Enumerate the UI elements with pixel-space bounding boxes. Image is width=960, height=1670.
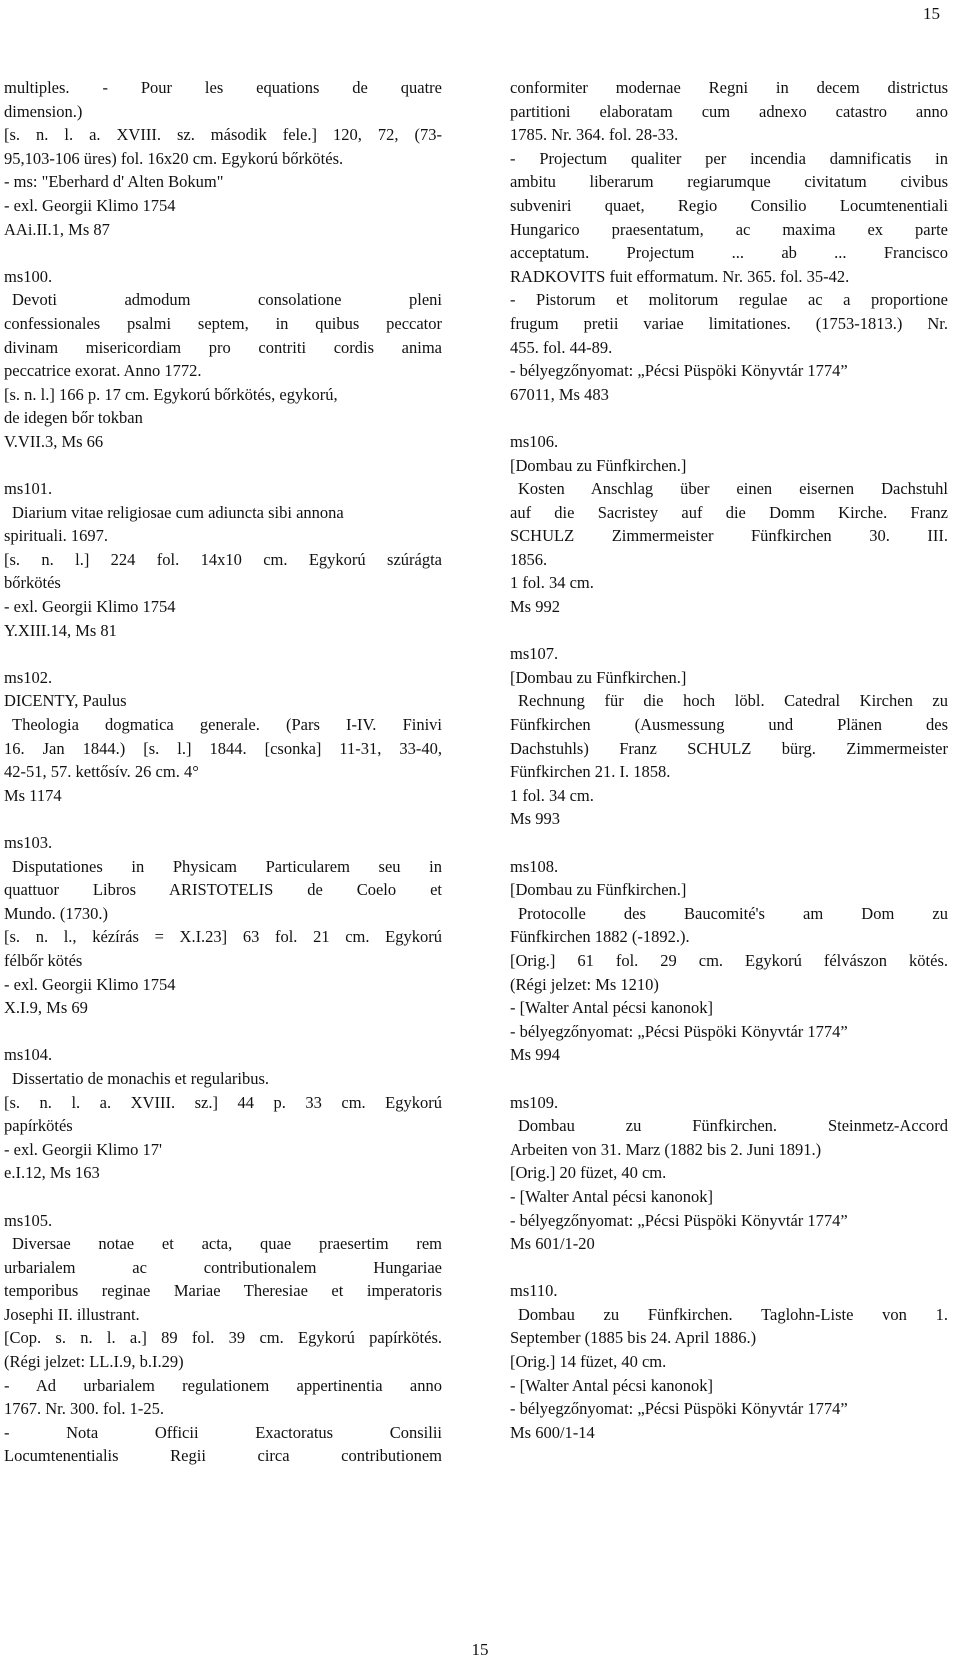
text-line: - exl. Georgii Klimo 1754 (4, 597, 176, 617)
text-line: ms108. (510, 856, 559, 876)
text-line: 16. Jan 1844.) [s. l.] 1844. [csonka] 11-31, 33-40, (4, 738, 442, 758)
text-line: ms102. (4, 667, 53, 687)
text-line: subveniri quaet, Regio Consilio Locumtenentiali (510, 195, 948, 215)
text-line: ambitu liberarum regiarumque civitatum civibus (510, 172, 948, 192)
text-line: Dombau zu Fünfkirchen. Taglohn-Liste von 1. (518, 1304, 948, 1324)
text-line: SCHULZ Zimmermeister Fünfkirchen 30. III. (510, 526, 948, 546)
text-line: 455. fol. 44-89. (510, 337, 613, 357)
text-line: 1856. (510, 549, 548, 569)
text-line: - bélyegzőnyomat: „Pécsi Püspöki Könyvtár 1774” (510, 1210, 848, 1230)
text-line: peccatrice exorat. Anno 1772. (4, 361, 202, 381)
text-line: ms107. (510, 644, 559, 664)
text-line: Fünfkirchen 1882 (-1892.). (510, 927, 690, 947)
blank-line (510, 619, 948, 643)
text-line: [s. n. l.] 224 fol. 14x10 cm. Egykorú szúrágta (4, 549, 442, 569)
blank-line (510, 1067, 948, 1091)
text-line: Dombau zu Fünfkirchen. Steinmetz-Accord (518, 1116, 948, 1136)
text-line: ms106. (510, 431, 559, 451)
blank-line (510, 831, 948, 855)
text-line: - exl. Georgii Klimo 1754 (4, 974, 176, 994)
text-line: [Dombau zu Fünfkirchen.] (510, 880, 687, 900)
text-line: bőrkötés (4, 573, 61, 593)
text-line: (Régi jelzet: LL.I.9, b.I.29) (4, 1352, 184, 1372)
text-line: divinam misericordiam pro contriti cordis anima (4, 337, 442, 357)
page-number-top: 15 (923, 4, 940, 23)
text-line: RADKOVITS fuit efformatum. Nr. 365. fol. 35-42. (510, 266, 850, 286)
text-line: Protocolle des Baucomité's am Dom zu (518, 903, 948, 923)
text-line: ms110. (510, 1281, 558, 1301)
text-line: September (1885 bis 24. April 1886.) (510, 1328, 757, 1348)
text-line: urbarialem ac contributionalem Hungariae (4, 1257, 442, 1277)
blank-line (4, 807, 442, 831)
text-line: (Régi jelzet: Ms 1210) (510, 974, 659, 994)
text-line: ms105. (4, 1210, 53, 1230)
text-line: 1785. Nr. 364. fol. 28-33. (510, 125, 679, 145)
text-line: - exl. Georgii Klimo 17' (4, 1139, 163, 1159)
text-line: quattuor Libros ARISTOTELIS de Coelo et (4, 880, 442, 900)
text-line: [s. n. l., kézírás = X.I.23] 63 fol. 21 cm. Egykorú (4, 927, 442, 947)
text-line: - [Walter Antal pécsi kanonok] (510, 998, 714, 1018)
text-line: - Pistorum et molitorum regulae ac a proportione (510, 290, 948, 310)
text-line: - Projectum qualiter per incendia damnificatis in (510, 148, 948, 168)
text-line: Hungarico praesentatum, ac maxima ex parte (510, 219, 948, 239)
text-line: [Dombau zu Fünfkirchen.] (510, 667, 687, 687)
blank-line (4, 241, 442, 265)
text-line: AAi.II.1, Ms 87 (4, 219, 110, 239)
text-line: acceptatum. Projectum ... ab ... Francisco (510, 243, 948, 263)
text-line: Diversae notae et acta, quae praesertim rem (12, 1234, 442, 1254)
text-line: V.VII.3, Ms 66 (4, 431, 104, 451)
text-line: 42-51, 57. kettősív. 26 cm. 4° (4, 762, 199, 782)
text-line: papírkötés (4, 1116, 73, 1136)
text-line: ms100. (4, 266, 53, 286)
text-line: [Orig.] 14 füzet, 40 cm. (510, 1352, 667, 1372)
text-line: [s. n. l. a. XVIII. sz.] 44 p. 33 cm. Egykorú (4, 1092, 442, 1112)
text-line: 95,103-106 üres) fol. 16x20 cm. Egykorú bőrkötés. (4, 148, 344, 168)
text-line: Ms 992 (510, 597, 560, 617)
text-line: Rechnung für die hoch löbl. Catedral Kirchen zu (518, 691, 948, 711)
page-number-bottom: 15 (471, 1640, 489, 1659)
left-column (4, 76, 442, 1468)
text-line: Fünfkirchen (Ausmessung und Plänen des (510, 715, 948, 735)
text-line: 1767. Nr. 300. fol. 1-25. (4, 1399, 164, 1419)
text-line: DICENTY, Paulus (4, 691, 127, 711)
text-line: [Cop. s. n. l. a.] 89 fol. 39 cm. Egykorú papírkötés. (4, 1328, 442, 1348)
text-line: de idegen bőr tokban (4, 408, 143, 428)
text-line: - Ad urbarialem regulationem appertinentia anno (4, 1375, 442, 1395)
blank-line (4, 454, 442, 478)
text-line: Kosten Anschlag über einen eisernen Dachstuhl (518, 479, 948, 499)
text-line: frugum pretii variae limitationes. (1753-1813.) Nr. (510, 313, 948, 333)
text-line: [Orig.] 20 füzet, 40 cm. (510, 1163, 667, 1183)
text-line: temporibus reginae Mariae Theresiae et imperatoris (4, 1281, 442, 1301)
text-line: - ms: "Eberhard d' Alten Bokum" (4, 172, 224, 192)
text-line: Josephi II. illustrant. (4, 1304, 140, 1324)
text-line: Dissertatio de monachis et regularibus. (12, 1068, 270, 1088)
text-line: - [Walter Antal pécsi kanonok] (510, 1375, 714, 1395)
text-line: - bélyegzőnyomat: „Pécsi Püspöki Könyvtár 1774” (510, 361, 848, 381)
text-line: ms101. (4, 479, 53, 499)
text-line: confessionales psalmi septem, in quibus peccator (4, 313, 442, 333)
text-line: 1 fol. 34 cm. (510, 785, 594, 805)
text-line: - [Walter Antal pécsi kanonok] (510, 1186, 714, 1206)
text-line: Ms 601/1-20 (510, 1234, 595, 1254)
blank-line (4, 1185, 442, 1209)
text-line: 67011, Ms 483 (510, 384, 609, 404)
text-line: [s. n. l.] 166 p. 17 cm. Egykorú bőrkötés, egykorú, (4, 384, 338, 404)
text-line: Ms 1174 (4, 785, 62, 805)
right-column (510, 76, 948, 1444)
text-line: - bélyegzőnyomat: „Pécsi Püspöki Könyvtár 1774” (510, 1021, 848, 1041)
text-line: - bélyegzőnyomat: „Pécsi Püspöki Könyvtár 1774” (510, 1399, 848, 1419)
blank-line (510, 406, 948, 430)
text-line: conformiter modernae Regni in decem districtus (510, 78, 948, 97)
text-line: [Dombau zu Fünfkirchen.] (510, 455, 687, 475)
text-line: Theologia dogmatica generale. (Pars I-IV. Finivi (12, 715, 442, 735)
text-line: Mundo. (1730.) (4, 903, 109, 923)
text-line: e.I.12, Ms 163 (4, 1163, 100, 1183)
text-line: [s. n. l. a. XVIII. sz. második fele.] 120, 72, (73- (4, 125, 442, 145)
text-line: Devoti admodum consolatione pleni (12, 290, 442, 310)
text-line: Ms 993 (510, 809, 560, 829)
text-line: - exl. Georgii Klimo 1754 (4, 195, 176, 215)
text-line: Ms 994 (510, 1045, 560, 1065)
text-line: Arbeiten von 31. Marz (1882 bis 2. Juni 1891.) (510, 1139, 822, 1159)
text-line: - Nota Officii Exactoratus Consilii (4, 1422, 442, 1442)
text-line: Dachstuhls) Franz SCHULZ bürg. Zimmermeister (510, 738, 948, 758)
text-line: multiples. - Pour les equations de quatre (4, 78, 442, 97)
text-line: 1 fol. 34 cm. (510, 573, 594, 593)
blank-line (4, 642, 442, 666)
text-line: Locumtenentialis Regii circa contributionem (4, 1446, 442, 1466)
text-line: Ms 600/1-14 (510, 1422, 595, 1442)
text-line: spirituali. 1697. (4, 526, 109, 546)
text-line: félbőr kötés (4, 950, 83, 970)
blank-line (4, 1020, 442, 1044)
text-line: Disputationes in Physicam Particularem seu in (12, 856, 442, 876)
text-line: auf die Sacristey auf die Domm Kirche. Franz (510, 502, 948, 522)
text-line: ms104. (4, 1045, 53, 1065)
text-line: ms103. (4, 833, 53, 852)
text-line: Diarium vitae religiosae cum adiuncta sibi annona (12, 502, 344, 522)
text-line: Y.XIII.14, Ms 81 (4, 620, 117, 640)
text-line: ms109. (510, 1092, 559, 1112)
blank-line (510, 1256, 948, 1280)
text-line: X.I.9, Ms 69 (4, 998, 88, 1018)
text-line: Fünfkirchen 21. I. 1858. (510, 762, 671, 782)
text-line: [Orig.] 61 fol. 29 cm. Egykorú félvászon kötés. (510, 950, 948, 970)
text-line: dimension.) (4, 101, 83, 121)
text-line: partitioni elaboratam cum adnexo catastro anno (510, 101, 948, 121)
